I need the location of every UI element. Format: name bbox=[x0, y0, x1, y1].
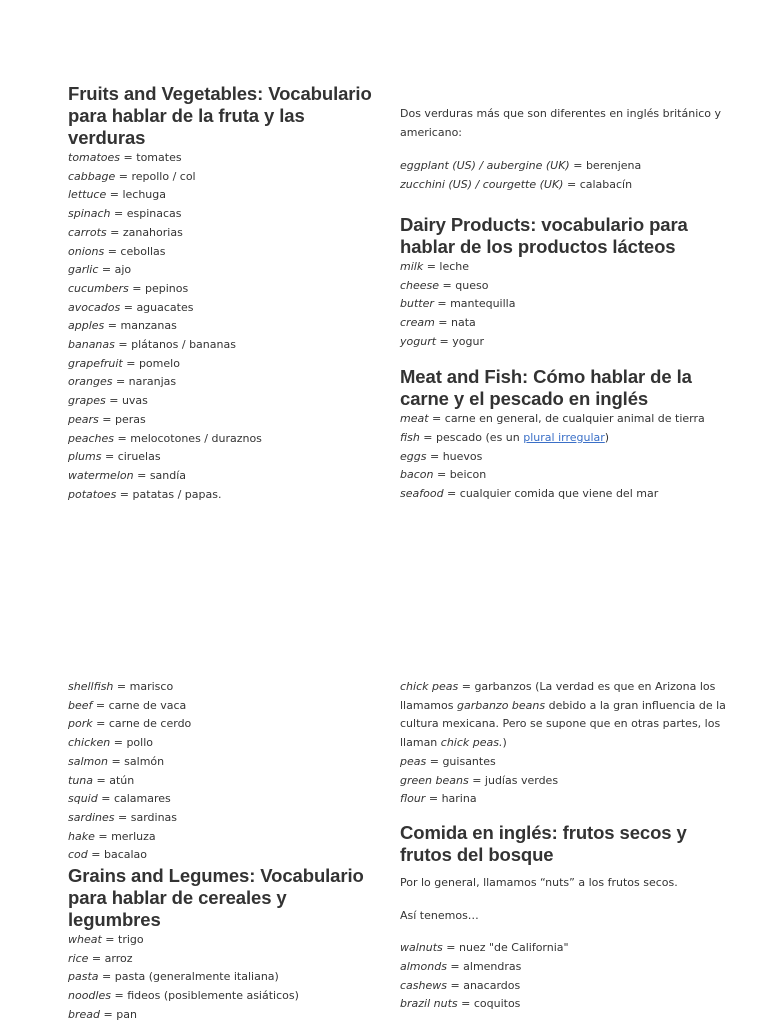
meat-seafood-list bbox=[68, 678, 378, 865]
spanish-translation: mantequilla bbox=[450, 297, 516, 311]
list-item: spinach = espinacas bbox=[68, 207, 182, 221]
list-item: plums = ciruelas bbox=[68, 450, 161, 464]
chickpeas-paragraph: chick peas = garbanzos (La verdad es que en Arizona los llamamos garbanzo beans debido a la gran influencia de la cultura mexicana. Pero se supone que en otras partes, los llaman chick peas.) bbox=[400, 680, 726, 750]
spanish-translation: huevos bbox=[442, 449, 483, 463]
spanish-translation: cualquier comida que viene del mar bbox=[459, 487, 659, 501]
legumes-list bbox=[400, 753, 730, 809]
english-term: lettuce bbox=[68, 188, 107, 202]
english-term: eggplant (US) / aubergine (UK) bbox=[400, 159, 570, 173]
english-term: green beans bbox=[400, 773, 469, 787]
english-term: sardines bbox=[68, 810, 115, 824]
english-term: squid bbox=[68, 792, 98, 806]
list-item: cucumbers = pepinos bbox=[68, 281, 189, 295]
spanish-translation: trigo bbox=[118, 933, 144, 947]
spanish-translation: zanahorias bbox=[122, 225, 183, 239]
english-term: zucchini (US) / courgette (UK) bbox=[400, 178, 564, 192]
list-item: bananas = plátanos / bananas bbox=[68, 338, 236, 352]
english-term: almonds bbox=[400, 960, 447, 974]
spanish-translation: patatas / papas. bbox=[132, 487, 222, 501]
spanish-translation: marisco bbox=[129, 680, 174, 693]
english-term: grapes bbox=[68, 394, 106, 408]
english-term: potatoes bbox=[68, 487, 117, 501]
spanish-translation: coquitos bbox=[473, 997, 521, 1011]
spanish-translation: leche bbox=[439, 259, 470, 273]
list-item: beef = carne de vaca bbox=[68, 698, 187, 712]
variants-list bbox=[400, 157, 730, 194]
english-term: bananas bbox=[68, 338, 115, 352]
english-term: tomatoes bbox=[68, 151, 121, 164]
english-term: walnuts bbox=[400, 941, 443, 955]
list-item: cod = bacalao bbox=[68, 848, 148, 862]
english-term: plums bbox=[68, 450, 102, 464]
list-item: grapes = uvas bbox=[68, 394, 148, 408]
list-item: chicken = pollo bbox=[68, 736, 154, 750]
english-term: cabbage bbox=[68, 169, 116, 183]
english-term: beef bbox=[68, 698, 93, 712]
english-term: pork bbox=[68, 717, 93, 731]
spanish-translation: tomates bbox=[136, 151, 182, 164]
list-item: potatoes = patatas / papas. bbox=[68, 487, 222, 501]
list-item: flour = harina bbox=[400, 792, 477, 806]
spanish-translation: salmón bbox=[124, 754, 165, 768]
spanish-translation: anacardos bbox=[463, 978, 521, 992]
list-item: pears = peras bbox=[68, 412, 146, 426]
list-item: garlic = ajo bbox=[68, 263, 132, 277]
english-term: onions bbox=[68, 244, 105, 258]
spanish-translation: plátanos / bananas bbox=[131, 338, 236, 352]
english-term: shellfish bbox=[68, 680, 114, 693]
list-item: yogurt = yogur bbox=[400, 334, 484, 348]
list-item: green beans = judías verdes bbox=[400, 773, 559, 787]
spanish-translation: atún bbox=[109, 773, 135, 787]
english-term: oranges bbox=[68, 375, 113, 389]
list-item: cashews = anacardos bbox=[400, 978, 521, 992]
list-item: zucchini (US) / courgette (UK) = calabacín bbox=[400, 178, 633, 192]
list-item: oranges = naranjas bbox=[68, 375, 177, 389]
nuts-heading: Comida en inglés: frutos secos y frutos del bosque bbox=[400, 821, 687, 865]
meat-fish-heading: Meat and Fish: Cómo hablar de la carne y el pescado en inglés bbox=[400, 366, 692, 410]
list-item: watermelon = sandía bbox=[68, 468, 187, 482]
spanish-translation: manzanas bbox=[120, 319, 177, 333]
spanish-translation: berenjena bbox=[585, 159, 642, 173]
spanish-translation: merluza bbox=[111, 829, 156, 843]
right-column-page2 bbox=[400, 678, 730, 1014]
dairy-heading: Dairy Products: vocabulario para hablar de los productos lácteos bbox=[400, 213, 688, 257]
spanish-translation: espinacas bbox=[126, 207, 182, 221]
dairy-list bbox=[400, 258, 730, 352]
spanish-translation: arroz bbox=[104, 951, 133, 965]
spanish-translation: harina bbox=[441, 792, 477, 806]
spanish-translation: naranjas bbox=[128, 375, 177, 389]
spanish-translation: aguacates bbox=[136, 300, 194, 314]
english-term: flour bbox=[400, 792, 426, 806]
list-item: cabbage = repollo / col bbox=[68, 169, 196, 183]
list-item: lettuce = lechuga bbox=[68, 188, 167, 202]
spanish-translation: peras bbox=[114, 412, 146, 426]
list-item: pasta = pasta (generalmente italiana) bbox=[68, 970, 279, 984]
list-item: meat = carne en general, de cualquier animal de tierra bbox=[400, 412, 705, 426]
list-item: bacon = beicon bbox=[400, 468, 487, 482]
spanish-translation: ciruelas bbox=[117, 450, 161, 464]
spanish-translation: calamares bbox=[113, 792, 171, 806]
spanish-translation: almendras bbox=[463, 960, 522, 974]
spanish-translation: judías verdes bbox=[484, 773, 559, 787]
english-term: hake bbox=[68, 829, 95, 843]
list-item: pork = carne de cerdo bbox=[68, 717, 192, 731]
english-term: watermelon bbox=[68, 468, 134, 482]
list-item: rice = arroz bbox=[68, 951, 133, 965]
english-term: peaches bbox=[68, 431, 115, 445]
list-item: hake = merluza bbox=[68, 829, 156, 843]
spanish-translation: sandía bbox=[149, 468, 187, 482]
spanish-translation: pomelo bbox=[138, 356, 180, 370]
english-term: apples bbox=[68, 319, 105, 333]
spanish-translation: fideos (posiblemente asiáticos) bbox=[127, 989, 299, 1003]
english-term: garlic bbox=[68, 263, 99, 277]
list-item: shellfish = marisco bbox=[68, 680, 174, 693]
spanish-translation: melocotones / duraznos bbox=[130, 431, 262, 445]
english-term: milk bbox=[400, 259, 424, 273]
plural-irregular-link[interactable]: plural irregular bbox=[523, 431, 605, 445]
spanish-translation: sardinas bbox=[130, 810, 178, 824]
english-term: pasta bbox=[68, 970, 99, 984]
fruits-vegetables-list bbox=[68, 149, 378, 504]
list-item: peaches = melocotones / duraznos bbox=[68, 431, 262, 445]
english-term: rice bbox=[68, 951, 89, 965]
spanish-translation: nuez "de California" bbox=[459, 941, 569, 955]
list-item: milk = leche bbox=[400, 259, 470, 273]
list-item: tuna = atún bbox=[68, 773, 135, 787]
english-term: eggs bbox=[400, 449, 427, 463]
spanish-translation: pasta (generalmente italiana) bbox=[114, 970, 279, 984]
english-term: brazil nuts bbox=[400, 997, 458, 1011]
spanish-translation: queso bbox=[455, 278, 489, 292]
english-term: grapefruit bbox=[68, 356, 123, 370]
fruits-vegetables-section bbox=[68, 83, 378, 504]
list-item: wheat = trigo bbox=[68, 933, 144, 947]
nuts-intro: Por lo general, llamamos “nuts” a los frutos secos. bbox=[400, 875, 678, 889]
spanish-translation: repollo / col bbox=[131, 169, 196, 183]
list-item: cream = nata bbox=[400, 315, 476, 329]
spanish-translation: cebollas bbox=[120, 244, 166, 258]
list-item: carrots = zanahorias bbox=[68, 225, 183, 239]
fruits-vegetables-heading: Fruits and Vegetables: Vocabulario para hablar de la fruta y las verduras bbox=[68, 83, 372, 148]
list-item: bread = pan bbox=[68, 1007, 137, 1021]
meat-fish-list bbox=[400, 410, 730, 447]
list-item: butter = mantequilla bbox=[400, 297, 516, 311]
english-term: cucumbers bbox=[68, 281, 129, 295]
spanish-translation: carne de vaca bbox=[108, 698, 187, 712]
english-term: cheese bbox=[400, 278, 440, 292]
spanish-translation: ajo bbox=[114, 263, 132, 277]
list-item: brazil nuts = coquitos bbox=[400, 997, 521, 1011]
list-item: apples = manzanas bbox=[68, 319, 177, 333]
meat-fish-list-rest bbox=[400, 448, 730, 504]
spanish-translation: bacalao bbox=[103, 848, 148, 862]
english-term: chicken bbox=[68, 736, 111, 750]
english-term: cod bbox=[68, 848, 88, 862]
spanish-translation: beicon bbox=[449, 468, 487, 482]
list-item: tomatoes = tomates bbox=[68, 151, 182, 164]
english-term: pears bbox=[68, 412, 99, 426]
spanish-translation: carne de cerdo bbox=[108, 717, 192, 731]
left-column-page2 bbox=[68, 678, 378, 1025]
english-term: peas bbox=[400, 754, 427, 768]
list-item: noodles = fideos (posiblemente asiáticos) bbox=[68, 989, 299, 1003]
variants-intro: Dos verduras más que son diferentes en inglés británico y americano: bbox=[400, 107, 722, 139]
english-term: wheat bbox=[68, 933, 102, 947]
list-item: almonds = almendras bbox=[400, 960, 522, 974]
grains-list bbox=[68, 931, 378, 1025]
list-item: walnuts = nuez "de California" bbox=[400, 941, 569, 955]
list-item: eggplant (US) / aubergine (UK) = berenjena bbox=[400, 159, 642, 173]
spanish-translation: lechuga bbox=[122, 188, 167, 202]
english-term: cashews bbox=[400, 978, 447, 992]
list-item: cheese = queso bbox=[400, 278, 489, 292]
right-column-page1 bbox=[400, 105, 730, 504]
list-item: salmon = salmón bbox=[68, 754, 165, 768]
nuts-intro-2: Así tenemos… bbox=[400, 908, 479, 922]
spanish-translation: pan bbox=[116, 1007, 137, 1021]
nuts-list bbox=[400, 939, 730, 1014]
spanish-translation: pepinos bbox=[144, 281, 189, 295]
english-term: yogurt bbox=[400, 334, 437, 348]
list-item: onions = cebollas bbox=[68, 244, 166, 258]
list-item: grapefruit = pomelo bbox=[68, 356, 180, 370]
list-item: fish = pescado (es un plural irregular) bbox=[400, 431, 610, 445]
english-term: salmon bbox=[68, 754, 108, 768]
english-term: seafood bbox=[400, 487, 444, 501]
english-term: avocados bbox=[68, 300, 121, 314]
spanish-translation: uvas bbox=[121, 394, 148, 408]
list-item: peas = guisantes bbox=[400, 754, 496, 768]
english-term: cream bbox=[400, 315, 435, 329]
list-item: eggs = huevos bbox=[400, 449, 483, 463]
spanish-translation: guisantes bbox=[442, 754, 496, 768]
english-term: spinach bbox=[68, 207, 111, 221]
spanish-translation: nata bbox=[451, 315, 476, 329]
list-item: squid = calamares bbox=[68, 792, 171, 806]
list-item: avocados = aguacates bbox=[68, 300, 194, 314]
list-item: seafood = cualquier comida que viene del mar bbox=[400, 487, 659, 501]
english-term: bread bbox=[68, 1007, 100, 1021]
english-term: tuna bbox=[68, 773, 93, 787]
english-term: bacon bbox=[400, 468, 434, 482]
spanish-translation: pollo bbox=[126, 736, 154, 750]
spanish-translation: calabacín bbox=[579, 178, 633, 192]
grains-legumes-heading: Grains and Legumes: Vocabulario para hablar de cereales y legumbres bbox=[68, 865, 364, 931]
english-term: butter bbox=[400, 297, 434, 311]
english-term: noodles bbox=[68, 989, 111, 1003]
spanish-translation: yogur bbox=[452, 334, 484, 348]
english-term: carrots bbox=[68, 225, 107, 239]
list-item: sardines = sardinas bbox=[68, 810, 178, 824]
